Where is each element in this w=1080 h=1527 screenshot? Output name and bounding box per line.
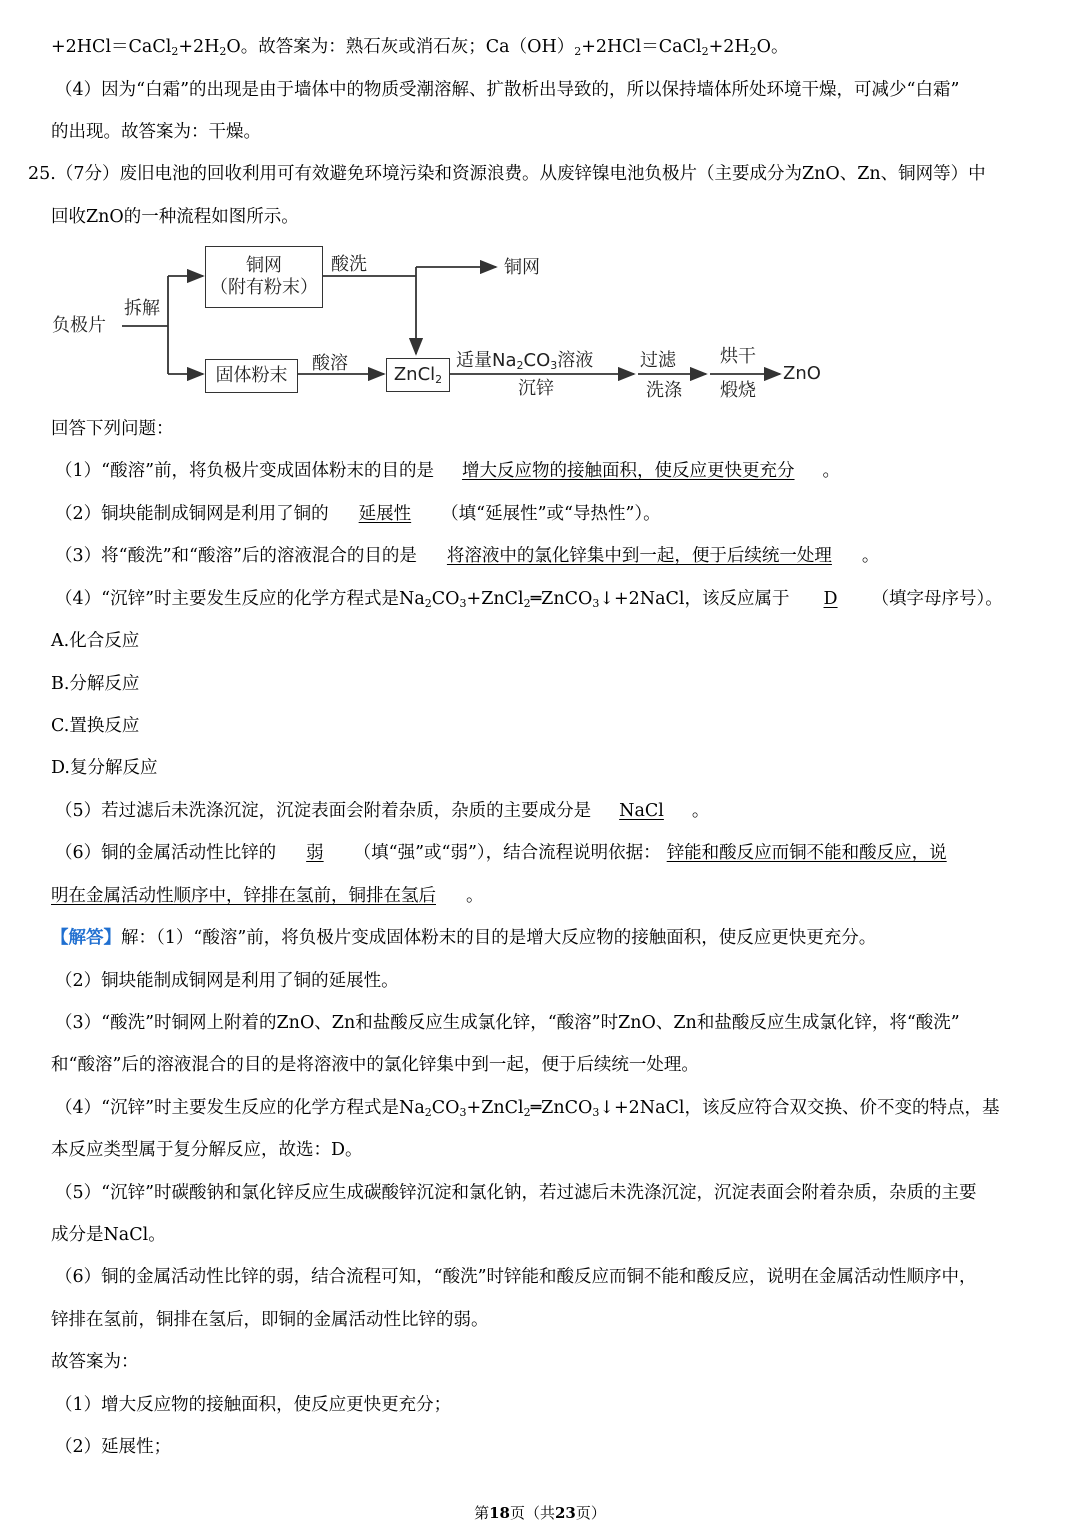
question-4: （4）“沉锌”时主要发生反应的化学方程式是$Na_2CO_3+ZnCl_2═ZnCO_3↓+2NaCl$，该反应属于 D （填字母序号）。: [0, 584, 1080, 614]
answer-blank-6b: 锌能和酸反应而铜不能和酸反应，说: [666, 843, 947, 863]
label-dismantle: 拆解: [124, 298, 160, 319]
solution-line-5b: 成分是NaCl。: [51, 1225, 166, 1245]
label-negative-plate: 负极片: [52, 315, 106, 336]
box-solid-powder: [205, 359, 298, 393]
answer-blank-6a: 弱: [306, 843, 324, 863]
questions-intro: 回答下列问题：: [51, 419, 174, 439]
option-b: B.分解反应: [51, 674, 140, 694]
answer-blank-4: D: [823, 589, 838, 609]
answer-blank-1: 增大反应物的接触面积，使反应更快更充分: [462, 461, 795, 481]
question-2: （2）铜块能制成铜网是利用了铜的 延展性 （填“延展性”或“导热性”）。: [0, 499, 1080, 529]
label-zno-product: ZnO: [783, 363, 821, 384]
page-number: 18: [489, 1504, 510, 1522]
text-line-2: （4）因为“白霜”的出现是由于墙体中的物质受潮溶解、扩散析出导致的，所以保持墙体所处环境干燥，可减少“白霜”: [55, 80, 960, 100]
solution-line-5a: （5）“沉锌”时碳酸钠和氯化锌反应生成碳酸锌沉淀和氯化钠，若过滤后未洗涤沉淀，沉淀表面会附着杂质，杂质的主要: [55, 1183, 977, 1203]
box-copper-mesh-line2: （附有粉末）: [210, 277, 318, 298]
label-precipitate-zinc: 沉锌: [518, 378, 554, 399]
solution-line-3b: 和“酸溶”后的溶液混合的目的是将溶液中的氯化锌集中到一起，便于后续统一处理。: [51, 1055, 699, 1075]
question-6: （6）铜的金属活动性比锌的 弱 （填“强”或“弱”），结合流程说明依据： 锌能和酸反应而铜不能和酸反应，说: [0, 838, 1080, 868]
box-copper-mesh-line1: 铜网: [246, 255, 282, 276]
box-solid-powder-label: 固体粉末: [215, 365, 288, 386]
solution-line-6b: 锌排在氢前，铜排在氢后，即铜的金属活动性比锌的弱。: [51, 1310, 489, 1330]
question-5: （5）若过滤后未洗涤沉淀，沉淀表面会附着杂质，杂质的主要成分是 NaCl 。: [0, 796, 1080, 826]
box-zncl2: [386, 358, 450, 392]
solution-line-1: 【解答】解：（1）“酸溶”前，将负极片变成固体粉末的目的是增大反应物的接触面积，使反应更快更充分。: [51, 928, 877, 948]
label-calcine: 煅烧: [720, 380, 756, 401]
text-line-3: 的出现。故答案为：干燥。: [51, 122, 261, 142]
final-answer-2: （2）延展性；: [55, 1437, 172, 1457]
answer-blank-6b-cont: 明在金属活动性顺序中，锌排在氢前，铜排在氢后: [51, 886, 436, 906]
final-answer-label: 故答案为：: [51, 1352, 139, 1372]
question-1: （1）“酸溶”前，将负极片变成固体粉末的目的是 增大反应物的接触面积，使反应更快更充分 。: [0, 456, 1080, 486]
question-6-cont: 明在金属活动性顺序中，锌排在氢前，铜排在氢后 。: [0, 881, 1080, 911]
box-zncl2-label: ZnCl$_2$: [393, 364, 443, 386]
solution-line-6a: （6）铜的金属活动性比锌的弱，结合流程可知，“酸洗”时锌能和酸反应而铜不能和酸反应，说明在金属活动性顺序中，: [55, 1267, 977, 1287]
solution-line-3a: （3）“酸洗”时铜网上附着的ZnO、Zn和盐酸反应生成氯化锌，“酸溶”时ZnO、Zn和盐酸反应生成氯化锌，将“酸洗”: [55, 1013, 960, 1033]
option-a: A.化合反应: [51, 631, 140, 651]
question-25-header: 25.（7分）废旧电池的回收利用可有效避免环境污染和资源浪费。从废锌镍电池负极片（主要成分为ZnO、Zn、铜网等）中: [28, 164, 986, 184]
label-reagent: 适量$Na_2CO_3$溶液: [456, 350, 594, 372]
solution-line-2: （2）铜块能制成铜网是利用了铜的延展性。: [55, 971, 399, 991]
option-d: D.复分解反应: [51, 758, 158, 778]
label-dry: 烘干: [720, 346, 756, 367]
answer-blank-3: 将溶液中的氯化锌集中到一起，便于后续统一处理: [446, 546, 832, 566]
solution-line-4b: 本反应类型属于复分解反应，故选：D。: [51, 1140, 363, 1160]
answer-blank-2: 延展性: [358, 504, 412, 524]
final-answer-1: （1）增大反应物的接触面积，使反应更快更充分；: [55, 1395, 452, 1415]
text-line-5: 回收ZnO的一种流程如图所示。: [51, 207, 299, 227]
answer-blank-5: NaCl: [619, 801, 664, 821]
question-3: （3）将“酸洗”和“酸溶”后的溶液混合的目的是 将溶液中的氯化锌集中到一起，便于后续统一处理 。: [0, 541, 1080, 571]
page-total: 23: [555, 1504, 576, 1522]
label-acid-dissolve: 酸溶: [312, 353, 348, 374]
label-filter: 过滤: [640, 350, 676, 371]
label-wash: 洗涤: [646, 380, 682, 401]
text-line-1: $+2HCl=CaCl_2+2H_2O$。故答案为：熟石灰或消石灰；$Ca(OH)_2+2HCl=CaCl_2+2H_2O$。: [51, 37, 789, 58]
label-copper-out: 铜网: [504, 257, 540, 278]
option-c: C.置换反应: [51, 716, 140, 736]
label-acid-wash: 酸洗: [331, 254, 367, 275]
page-footer: 第18页（共23页）: [474, 1504, 606, 1522]
process-flow-diagram: [48, 242, 838, 408]
solution-tag: 【解答】: [51, 928, 121, 948]
box-copper-mesh: [205, 246, 323, 308]
solution-line-4a: （4）“沉锌”时主要发生反应的化学方程式是$Na_2CO_3+ZnCl_2═ZnCO_3↓+2NaCl$，该反应符合双交换、价不变的特点，基: [55, 1098, 1000, 1119]
